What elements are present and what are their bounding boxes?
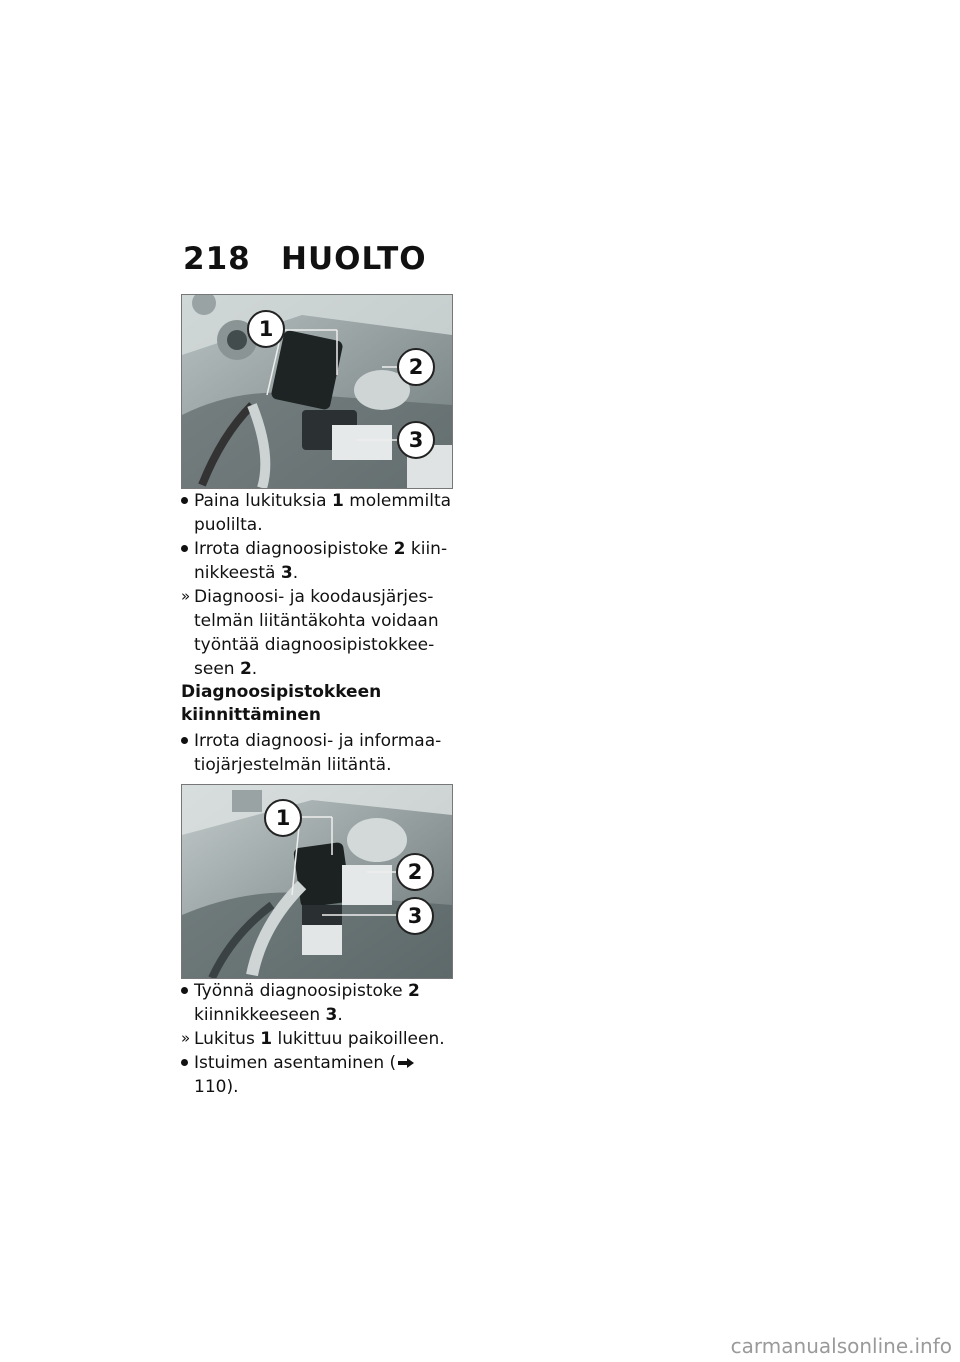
bullet-icon bbox=[181, 545, 188, 552]
step-remove-interface: Irrota diagnoosi- ja informaa-tiojärjestelmän liitäntä. bbox=[181, 729, 456, 777]
page-reference-arrow-icon bbox=[398, 1058, 414, 1068]
page-reference-link[interactable]: 110 bbox=[194, 1077, 227, 1097]
figure1-label-1: 1 bbox=[258, 317, 274, 341]
step-remove-connector: Irrota diagnoosipistoke 2 kiin-nikkeestä 3. bbox=[181, 537, 456, 585]
section-fastening bbox=[181, 681, 456, 777]
bullet-icon bbox=[181, 1059, 188, 1066]
step-install-seat: Istuimen asentaminen (110). bbox=[181, 1051, 456, 1099]
figure1-label-3: 3 bbox=[408, 428, 424, 452]
bullet-icon bbox=[181, 987, 188, 994]
result-arrow-icon: » bbox=[181, 587, 191, 605]
steps-removal bbox=[181, 489, 456, 681]
bullet-icon bbox=[181, 497, 188, 504]
section-title: HUOLTO bbox=[281, 241, 427, 277]
watermark: carmanualsonline.info bbox=[730, 1334, 952, 1358]
page-number: 218 bbox=[183, 241, 251, 277]
figure2-label-2: 2 bbox=[407, 860, 423, 884]
result-lock-engages: » Lukitus 1 lukittuu paikoilleen. bbox=[181, 1029, 445, 1049]
result-arrow-icon: » bbox=[181, 1029, 191, 1047]
bullet-icon bbox=[181, 737, 188, 744]
figure-diagnostic-connector-fastening bbox=[181, 784, 453, 979]
figure2-label-3: 3 bbox=[407, 904, 423, 928]
page-header bbox=[183, 241, 427, 277]
step-press-locks: Paina lukituksia 1 molemmilta puolilta. bbox=[181, 489, 456, 537]
figure-diagnostic-connector-removal bbox=[181, 294, 453, 489]
steps-fastening bbox=[181, 979, 456, 1099]
subheading: Diagnoosipistokkeen kiinnittäminen bbox=[181, 682, 382, 725]
step-push-connector: Työnnä diagnoosipistoke 2 kiinnikkeeseen 3. bbox=[181, 979, 456, 1027]
result-connection-point: » Diagnoosi- ja koodausjärjes-telmän liitäntäkohta voidaan työntää diagnoosipistokkee-seen 2. bbox=[181, 587, 439, 679]
figure1-label-2: 2 bbox=[408, 355, 424, 379]
figure2-label-1: 1 bbox=[275, 806, 291, 830]
